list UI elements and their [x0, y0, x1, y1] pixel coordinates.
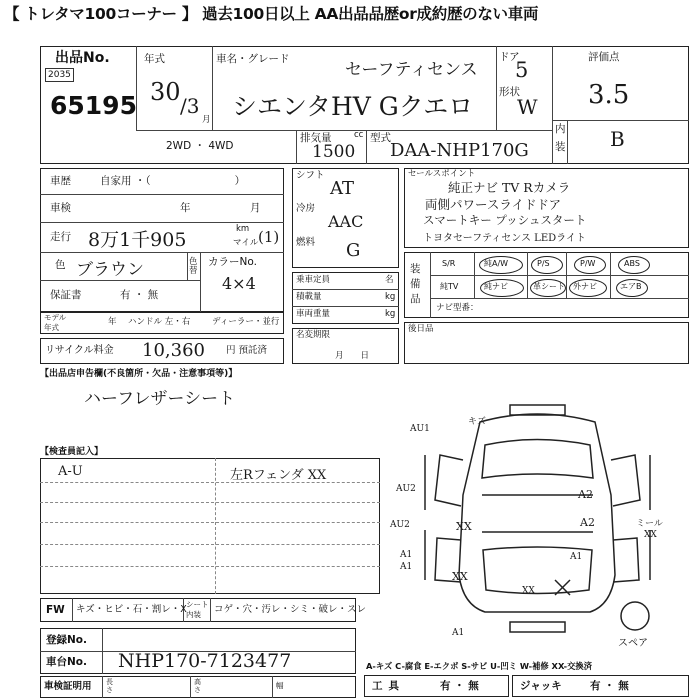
- inspector-line1-b: 左Rフェンダ XX: [230, 468, 327, 483]
- drive-options: 2WD ・ 4WD: [166, 140, 234, 152]
- year-value: 30: [150, 78, 181, 106]
- tools-label: 工具: [372, 680, 405, 692]
- inspector-area: [40, 458, 380, 594]
- diag-annot-8: A1: [400, 550, 413, 560]
- sales-line-1: 純正ナビ TV Rカメラ: [448, 180, 571, 195]
- diag-annot-12: XX: [522, 586, 535, 596]
- interior-value: B: [610, 127, 625, 151]
- equip-leather: 革シート: [533, 282, 565, 291]
- circle-navi: [480, 279, 524, 297]
- rear-seat-label: 後日品: [408, 324, 434, 334]
- seat-label-1: シート: [186, 600, 209, 609]
- year-month-unit: 月: [202, 115, 211, 125]
- diag-annot-10: XX: [452, 570, 468, 583]
- name-change-label: 名変期限: [296, 330, 331, 340]
- diag-annot-5: AU2: [390, 520, 410, 530]
- diag-annot-13: A1: [452, 628, 465, 638]
- capacity-label: 乗車定員: [296, 275, 331, 285]
- equip-pw: P/W: [580, 259, 596, 268]
- name-change-unit: 月 日: [335, 351, 370, 361]
- mileage-unit-km: km: [236, 224, 250, 234]
- notes-value: ハーフレザーシート: [84, 389, 236, 409]
- weight-unit: kg: [385, 309, 396, 319]
- inspector-line1-a: A-U: [58, 464, 83, 479]
- jack-label: ジャッキ: [520, 680, 562, 692]
- shape-label: 形状: [499, 86, 520, 98]
- notes-label: 【出品店申告欄(不良箇所・欠品・注意事項等)】: [40, 369, 238, 379]
- lot-stamp-text: 2035: [48, 70, 71, 80]
- sales-line-3: スマートキー プッシュスタート: [423, 213, 587, 227]
- displacement-unit: cc: [354, 130, 364, 140]
- equipment-navi-model: ナビ型番：: [436, 303, 479, 313]
- reg-label: 登録No.: [46, 634, 87, 646]
- circle-ps: [531, 256, 563, 274]
- displacement-label: 排気量: [300, 132, 332, 144]
- history-label: 車歴: [50, 175, 71, 187]
- equipment-label: 装備品: [410, 263, 421, 305]
- equip-airbag: エアB: [620, 282, 642, 291]
- circle-ext-navi: [569, 279, 607, 297]
- equip-abs: ABS: [624, 259, 640, 268]
- displacement-value: 1500: [312, 142, 356, 162]
- shape-value: W: [517, 95, 538, 119]
- mileage-extra: (1): [258, 228, 280, 246]
- cert-label: 車検証明用: [44, 681, 92, 692]
- diag-annot-11: A1: [570, 552, 583, 562]
- diag-annot-3: AU2: [396, 484, 416, 494]
- warranty-label: 保証書: [50, 289, 82, 301]
- weight-label: 車両重量: [296, 309, 331, 319]
- sales-label: セールスポイント: [408, 169, 476, 179]
- seat-value: コゲ・穴・汚レ・シミ・破レ・スレ: [214, 604, 367, 615]
- model-year-handle: ハンドル 左・右: [128, 317, 191, 327]
- equip-navi: 純ナビ: [484, 282, 508, 291]
- doors-label: ドア: [499, 51, 520, 63]
- spare-label: スペア: [618, 638, 648, 649]
- inspection-year: 年: [180, 202, 191, 214]
- cert-sub-3: 幅: [276, 681, 284, 690]
- sales-line-4: トヨタセーフティセンス LEDライト: [423, 233, 586, 244]
- equip-sr: S/R: [442, 259, 456, 268]
- diag-annot-15: XX: [644, 530, 657, 540]
- color-code: 4×4: [222, 274, 256, 293]
- chassis-value: NHP170-7123477: [118, 650, 292, 672]
- model-year-year: 年: [108, 317, 117, 327]
- model-label: 車名・グレード: [216, 53, 290, 65]
- seat-label-2: 内装: [186, 610, 201, 619]
- capacity-unit: 名: [385, 275, 394, 285]
- cooling-label: 冷房: [296, 203, 316, 214]
- diag-annot-2: AU1: [410, 424, 430, 434]
- score-label: 評価点: [588, 51, 620, 63]
- recycle-unit: 円 預託済: [226, 345, 268, 356]
- color-label: 色: [55, 259, 66, 271]
- recycle-label: リサイクル料金: [45, 345, 114, 356]
- tools-value: 有 ・ 無: [440, 680, 479, 692]
- inspection-label: 車検: [50, 202, 71, 214]
- fuel-label: 燃料: [296, 237, 316, 248]
- chassis-label: 車台No.: [46, 656, 87, 668]
- warranty-value: 有 ・ 無: [120, 289, 159, 301]
- model-name: シエンタHV Gクエロ: [232, 92, 474, 121]
- circle-aw: [479, 256, 523, 274]
- type-value: DAA-NHP170G: [390, 140, 529, 161]
- recycle-value: 10,360: [142, 340, 205, 361]
- lot-label: 出品No.: [55, 50, 110, 66]
- color-value: ブラウン: [76, 260, 144, 280]
- circle-leather: [530, 279, 566, 297]
- diag-annot-7: A2: [580, 516, 595, 529]
- score-value: 3.5: [588, 80, 630, 110]
- shift-label: シフト: [296, 170, 325, 181]
- equip-tv: 純TV: [440, 282, 459, 291]
- cert-sub-2: 高さ: [194, 678, 201, 694]
- equip-ext-navi: 外ナビ: [573, 282, 597, 291]
- cert-sub-1: 長さ: [106, 678, 113, 694]
- cooling-value: AAC: [328, 212, 364, 231]
- fw-value: キズ・ヒビ・石・割レ・X: [76, 604, 187, 615]
- diag-annot-6: XX: [456, 520, 472, 533]
- header-title: 【 トレタマ100コーナー 】 過去100日以上 AA出品品歴or成約歴のない車両: [4, 5, 539, 23]
- diag-annot-4: A2: [578, 488, 593, 501]
- load-unit: kg: [385, 292, 396, 302]
- fuel-value: G: [346, 240, 361, 261]
- circle-pw: [574, 256, 606, 274]
- diag-annot-14: ミール: [636, 519, 663, 529]
- model-year-label-2: 年式: [44, 323, 59, 332]
- mileage-label: 走行: [50, 231, 71, 243]
- shift-value: AT: [330, 178, 355, 199]
- sales-line-2: 両側パワースライドドア: [425, 197, 562, 212]
- diag-annot-9: A1: [400, 562, 413, 572]
- model-top: セーフティセンス: [345, 60, 478, 80]
- load-label: 積載量: [296, 292, 322, 302]
- history-value: 自家用 ・（ ）: [100, 175, 246, 187]
- interior-label-1: 内: [555, 123, 566, 135]
- model-year-dealer: ディーラー・並行: [212, 317, 280, 327]
- circle-airbag: [616, 279, 648, 297]
- jack-value: 有 ・ 無: [590, 680, 629, 692]
- lot-number: 65195: [50, 91, 137, 120]
- model-year-label-1: モデル: [44, 313, 67, 322]
- equip-aw: 純A/W: [484, 259, 509, 268]
- mileage-value: 8万1千905: [88, 229, 187, 251]
- color-change: 色替: [189, 257, 198, 276]
- fw-label: FW: [46, 604, 65, 616]
- lot-stamp: [45, 68, 74, 82]
- doors-value: 5: [515, 58, 529, 82]
- inspection-month: 月: [250, 202, 261, 214]
- legend-text: A-キズ C-腐食 E-エクボ S-サビ U-凹ミ W-補修 XX-交換済: [366, 661, 592, 671]
- mileage-unit-mile: マイル: [233, 238, 259, 248]
- year-label: 年式: [144, 53, 165, 65]
- diag-annot-1: キズ: [468, 417, 486, 427]
- equip-ps: P/S: [537, 259, 550, 268]
- color-code-label: カラーNo.: [208, 256, 257, 268]
- rear-seat-block: [404, 322, 689, 364]
- year-sub: /3: [180, 94, 200, 118]
- type-label: 型式: [370, 132, 391, 144]
- inspector-label: 【検査員記入】: [40, 447, 104, 457]
- interior-label-2: 装: [555, 141, 566, 153]
- circle-abs: [618, 256, 650, 274]
